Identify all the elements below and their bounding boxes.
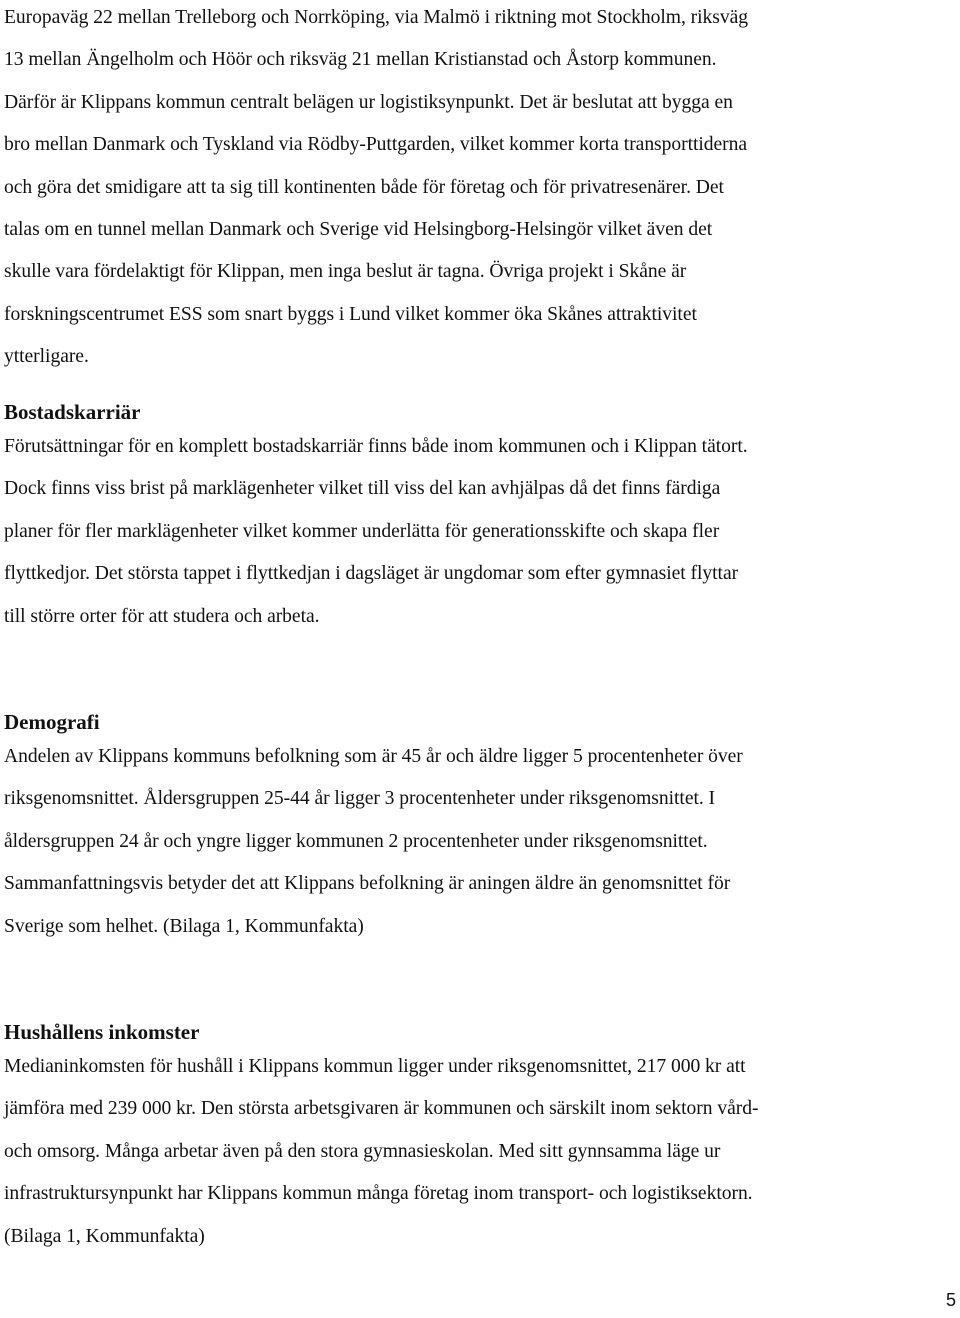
body-line: Dock finns viss brist på marklägenheter vilket till viss del kan avhjälpas då det finns färdiga — [4, 478, 721, 500]
section-heading: Hushållens inkomster — [4, 1020, 200, 1044]
page-number: 5 — [945, 1290, 956, 1310]
section-bostadskarriar — [4, 398, 748, 638]
section-body — [4, 736, 743, 948]
body-line: (Bilaga 1, Kommunfakta) — [4, 1225, 205, 1247]
section-heading: Demografi — [4, 710, 100, 734]
body-line: planer för fler marklägenheter vilket kommer underlätta för generationsskifte och skapa fler — [4, 520, 720, 542]
intro-line: skulle vara fördelaktigt för Klippan, men inga beslut är tagna. Övriga projekt i Skåne är — [4, 261, 687, 283]
body-line: jämföra med 239 000 kr. Den största arbetsgivaren är kommunen och särskilt inom sektorn vård- — [4, 1098, 759, 1120]
body-line: och omsorg. Många arbetar även på den stora gymnasieskolan. Med sitt gynnsamma läge ur — [4, 1140, 721, 1162]
body-line: Sammanfattningsvis betyder det att Klippans befolkning är aningen äldre än genomsnittet för — [4, 873, 731, 895]
intro-line: Europaväg 22 mellan Trelleborg och Norrköping, via Malmö i riktning mot Stockholm, riksväg — [4, 7, 748, 28]
body-line: Andelen av Klippans kommuns befolkning som är 45 år och äldre ligger 5 procentenheter över — [4, 746, 743, 767]
intro-line: ytterligare. — [4, 346, 89, 368]
body-line: Förutsättningar för en komplett bostadskarriär finns både inom kommunen och i Klippan tätort. — [4, 436, 748, 457]
body-line: Sverige som helhet. (Bilaga 1, Kommunfakta) — [4, 915, 364, 937]
section-body — [4, 426, 748, 638]
intro-line: forskningscentrumet ESS som snart byggs i Lund vilket kommer öka Skånes attraktivitet — [4, 303, 697, 325]
body-line: infrastruktursynpunkt har Klippans kommun många företag inom transport- och logistiksektorn. — [4, 1183, 753, 1205]
section-demografi — [4, 708, 743, 948]
intro-line: talas om en tunnel mellan Danmark och Sverige vid Helsingborg-Helsingör vilket även det — [4, 218, 713, 240]
body-line: riksgenomsnittet. Åldersgruppen 25-44 år ligger 3 procentenheter under riksgenomsnittet. I — [4, 788, 716, 810]
section-body — [4, 1046, 758, 1258]
intro-line: Därför är Klippans kommun centralt belägen ur logistiksynpunkt. Det är beslutat att bygga en — [4, 91, 733, 113]
section-hushallens-inkomster — [4, 1018, 758, 1258]
body-line: åldersgruppen 24 år och yngre ligger kommunen 2 procentenheter under riksgenomsnittet. — [4, 830, 708, 852]
section-heading: Bostadskarriär — [4, 400, 141, 424]
intro-line: bro mellan Danmark och Tyskland via Rödby-Puttgarden, vilket kommer korta transporttiderna — [4, 134, 748, 156]
intro-line: 13 mellan Ängelholm och Höör och riksväg 21 mellan Kristianstad och Åstorp kommunen. — [4, 49, 717, 71]
body-line: Medianinkomsten för hushåll i Klippans kommun ligger under riksgenomsnittet, 217 000 kr att — [4, 1056, 746, 1077]
intro-line: och göra det smidigare att ta sig till kontinenten både för företag och för privatresenärer. Det — [4, 176, 724, 198]
body-line: till större orter för att studera och arbeta. — [4, 605, 320, 627]
body-line: flyttkedjor. Det största tappet i flyttkedjan i dagsläget är ungdomar som efter gymnasiet flyttar — [4, 563, 739, 585]
intro-paragraph — [4, 0, 748, 379]
